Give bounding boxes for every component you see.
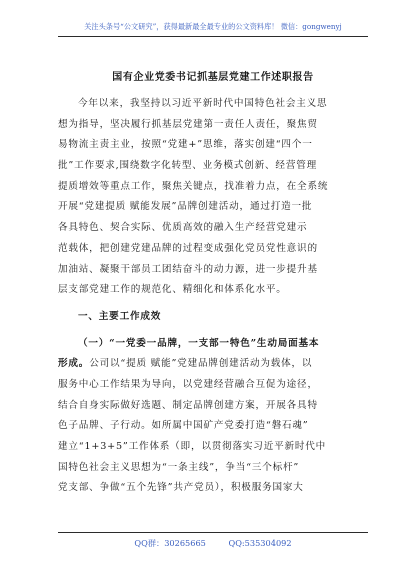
body-line: 建立“1+3+5”工作体系（即，以贯彻落实习近平新时代中 [58, 441, 327, 452]
body-line: 加油站、凝聚干部员工团结奋斗的动力源，进一步提升基 [58, 263, 318, 275]
body-line: 提质增效等重点工作，聚焦关键点，找准着力点，在全系统 [58, 180, 329, 192]
body-line: 色子品牌、子行动。如所属中国矿产党委打造“磐石魂” [58, 420, 309, 432]
section-heading: 一、主要工作成效 [78, 310, 162, 322]
body-line: 易物流主责主业，按照“党建+”思维，落实创建“四个一 [58, 139, 313, 151]
body-line: 结合自身实际做好选题、制定品牌创建方案，开展各具特 [58, 399, 318, 411]
body-line [58, 354, 368, 375]
subsection-heading-tail: 形成。 [58, 358, 90, 370]
subsection-heading: （一）“一党委一品牌，一支部一特色”生动局面基本 [78, 337, 320, 349]
body-line: 想为指导，坚决履行抓基层党建第一责任人责任，聚焦贸 [58, 118, 318, 130]
footer-divider [58, 532, 368, 533]
body-line: 国特色社会主义思想为“一条主线”，争当“三个标杆” [58, 461, 300, 473]
footer-qq-group: QQ群：30265665 [134, 538, 206, 548]
body-line: 党支部、争做“五个先锋”共产党员），积极服务国家大 [58, 482, 304, 494]
footer [58, 538, 368, 549]
body-line: 范载体，把创建党建品牌的过程变成强化党员党性意识的 [58, 242, 318, 254]
body-line: 层支部党建工作的规范化、精细化和体系化水平。 [58, 284, 287, 296]
body-line: 各具特色、契合实际、优质高效的融入生产经营党建示 [58, 222, 308, 234]
body-text: 公司以“提质 赋能”党建品牌创建活动为载体，以 [89, 358, 313, 370]
header-note: 关注头条号“公文研究”，获得最新最全最专业的公文资料库！ 微信：gongwenyj [84, 22, 342, 31]
body-line: 今年以来，我坚持以习近平新时代中国特色社会主义思 [78, 98, 328, 109]
body-line: 服务中心工作结果为导向，以党建经营融合互促为途径， [58, 378, 318, 390]
document-body [58, 94, 368, 499]
body-line: 批”工作要求,围绕数字化转型、业务模式创新、经营管理 [58, 160, 318, 172]
body-line: 开展“党建提质 赋能发展”品牌创建活动，通过打造一批 [58, 201, 313, 213]
document-title: 国有企业党委书记抓基层党建工作述职报告 [112, 72, 314, 83]
footer-qq: QQ:535304092 [228, 538, 292, 548]
header-divider [58, 36, 368, 37]
